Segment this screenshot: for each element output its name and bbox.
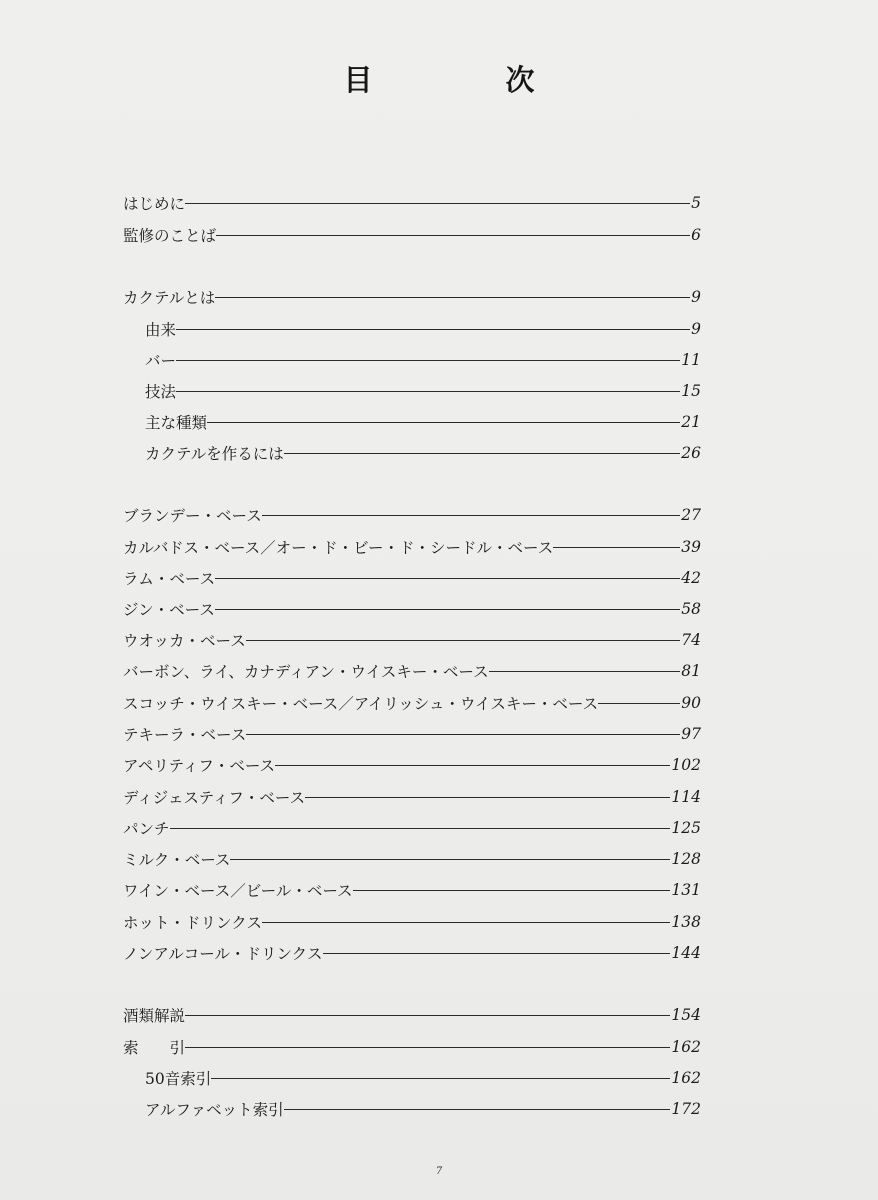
toc-entry-page: 5	[691, 194, 701, 212]
toc-entry-page: 9	[691, 320, 701, 338]
toc-entry	[123, 1096, 701, 1122]
toc-entry-label: アルファベット索引	[145, 1101, 284, 1119]
toc-entry	[123, 784, 701, 810]
leader-line	[489, 671, 681, 672]
toc-entry-page: 26	[681, 444, 701, 462]
toc-entry-page: 97	[681, 725, 701, 743]
toc-entry	[123, 721, 701, 747]
toc-entry	[123, 534, 701, 560]
toc-entry-label: ディジェスティフ・ベース	[123, 789, 306, 807]
toc-entry-page: 15	[681, 382, 701, 400]
toc-entry	[123, 596, 701, 622]
toc-entry-label: スコッチ・ウイスキー・ベース／アイリッシュ・ウイスキー・ベース	[123, 695, 599, 713]
toc-entry-label: ジン・ベース	[123, 601, 215, 619]
toc-entry-page: 58	[681, 600, 701, 618]
toc-entry-label: 技法	[145, 383, 177, 401]
toc-entry	[123, 222, 701, 248]
toc-entry-label: カクテルを作るには	[145, 445, 284, 463]
toc-entry-label: 監修のことば	[123, 227, 217, 245]
leader-line	[262, 922, 670, 923]
toc-entry-page: 90	[681, 694, 701, 712]
toc-entry-page: 74	[681, 631, 701, 649]
leader-line	[305, 797, 670, 798]
toc-entry	[123, 190, 701, 216]
toc-entry-page: 102	[671, 756, 701, 774]
toc-entry	[123, 846, 701, 872]
leader-line	[207, 422, 680, 423]
toc-entry	[123, 347, 701, 373]
toc-entry-label: ホット・ドリンクス	[123, 914, 263, 932]
toc-entry	[123, 440, 701, 466]
leader-line	[230, 859, 670, 860]
page-title: 目 次	[343, 63, 587, 97]
toc-entry-label: テキーラ・ベース	[123, 726, 247, 744]
leader-line	[176, 360, 680, 361]
toc-entry-page: 21	[681, 413, 701, 431]
toc-entry	[123, 658, 701, 684]
toc-entry-page: 128	[671, 850, 701, 868]
toc-entry-page: 81	[681, 662, 701, 680]
toc-entry-label: アペリティフ・ベース	[123, 757, 276, 775]
leader-line	[553, 547, 680, 548]
toc-entry-page: 39	[681, 538, 701, 556]
toc-entry-label: 索 引	[123, 1039, 186, 1057]
toc-entry	[123, 627, 701, 653]
leader-line	[275, 765, 670, 766]
leader-line	[176, 391, 680, 392]
toc-entry-label: ラム・ベース	[123, 570, 216, 588]
leader-line	[246, 640, 681, 641]
leader-line	[246, 734, 680, 735]
toc-entry-label: バー	[145, 352, 177, 370]
toc-entry-label: ウオッカ・ベース	[123, 632, 246, 650]
toc-entry-label: ノンアルコール・ドリンクス	[123, 945, 323, 963]
toc-entry	[123, 502, 701, 528]
leader-line	[284, 1109, 671, 1110]
leader-line	[215, 578, 680, 579]
leader-line	[284, 453, 681, 454]
toc-entry	[123, 316, 701, 342]
toc-entry-page: 114	[671, 788, 701, 806]
toc-entry-page: 154	[671, 1006, 701, 1024]
toc-entry-page: 6	[691, 226, 701, 244]
toc-entry-page: 125	[671, 819, 701, 837]
page-number: 7	[435, 1166, 443, 1177]
toc-entry	[123, 909, 701, 935]
toc-entry-page: 27	[681, 506, 701, 524]
toc-entry-page: 11	[681, 351, 701, 369]
leader-line	[215, 609, 680, 610]
leader-line	[598, 703, 680, 704]
toc-entry	[123, 752, 701, 778]
toc-entry-page: 162	[671, 1038, 701, 1056]
toc-entry-label: カルバドス・ベース／オー・ド・ビー・ド・シードル・ベース	[123, 539, 554, 557]
toc-entry-label: 酒類解説	[123, 1007, 186, 1025]
toc-entry-label: はじめに	[123, 195, 186, 213]
toc-entry-label: ワイン・ベース／ビール・ベース	[123, 882, 353, 900]
leader-line	[176, 329, 690, 330]
toc-entry-label: カクテルとは	[123, 289, 216, 307]
leader-line	[211, 1078, 670, 1079]
toc-entry	[123, 1034, 701, 1060]
toc-entry	[123, 940, 701, 966]
toc-entry-page: 42	[681, 569, 701, 587]
leader-line	[216, 235, 690, 236]
toc-entry-label: ブランデー・ベース	[123, 507, 262, 525]
toc-entry-label: パンチ	[123, 820, 170, 838]
toc-entry	[123, 378, 701, 404]
toc-entry-page: 138	[671, 913, 701, 931]
toc-entry-label: 由来	[145, 321, 177, 339]
leader-line	[170, 828, 671, 829]
leader-line	[262, 515, 681, 516]
leader-line	[323, 953, 671, 954]
leader-line	[353, 890, 671, 891]
toc-entry	[123, 690, 701, 716]
toc-entry	[123, 877, 701, 903]
toc-entry-label: ミルク・ベース	[123, 851, 231, 869]
leader-line	[185, 1015, 670, 1016]
toc-entry	[123, 1002, 701, 1028]
toc-entry-page: 9	[691, 288, 701, 306]
toc-entry-page: 172	[671, 1100, 701, 1118]
leader-line	[185, 1047, 670, 1048]
leader-line	[185, 203, 690, 204]
toc-entry	[123, 565, 701, 591]
toc-entry-label: バーボン、ライ、カナディアン・ウイスキー・ベース	[123, 663, 489, 681]
toc-entry-page: 131	[671, 881, 701, 899]
toc-entry-page: 144	[671, 944, 701, 962]
toc-entry-label: 主な種類	[145, 414, 208, 432]
toc-entry	[123, 409, 701, 435]
toc-entry-page: 162	[671, 1069, 701, 1087]
toc-entry	[123, 284, 701, 310]
toc-entry	[123, 815, 701, 841]
toc-entry-label: 50音索引	[145, 1070, 212, 1088]
toc-entry	[123, 1065, 701, 1091]
leader-line	[215, 297, 690, 298]
